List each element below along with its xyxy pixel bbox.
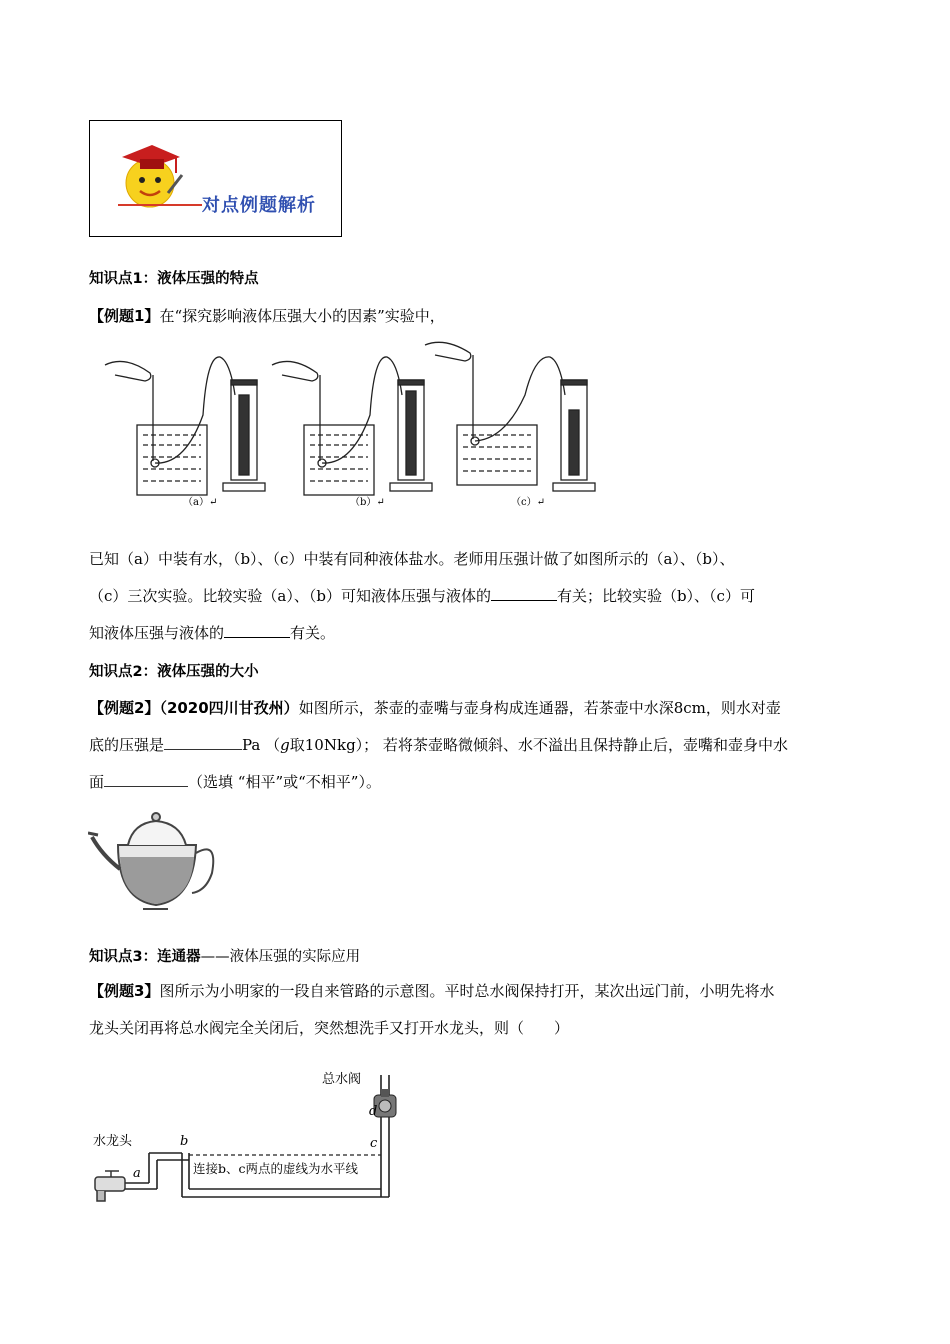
ex1-line3: 知液体压强与液体的 有关。 (89, 615, 869, 652)
ex2-line3: 面 （选填 “相平”或“不相平”）。 (89, 764, 869, 801)
ex2-source: （2020四川甘孜州） (159, 699, 299, 717)
ex1-question (89, 541, 869, 652)
teapot-figure (88, 805, 223, 915)
ex3-tag: 【例题3】 (89, 982, 160, 1000)
ex2-tag: 【例题2】 (89, 699, 160, 717)
point-b-label: b (180, 1134, 189, 1149)
ex2-line2: 底的压强是 Pa （g取10Nkg）； 若将茶壶略微倾斜、水不溢出且保持静止后，壶嘴和壶身中水 (89, 727, 869, 764)
ex2-question (89, 690, 869, 801)
water-pipe-figure (85, 1065, 405, 1210)
section-banner (89, 120, 342, 237)
experiment-c-icon (425, 342, 595, 491)
kp2-heading: 知识点2：液体压强的大小 (89, 664, 259, 680)
faucet-label: 水龙头 (93, 1134, 133, 1149)
faucet-icon (95, 1171, 125, 1201)
fig-label-b: （b）↵ (350, 497, 385, 508)
ex3-line2: 龙头关闭再将总水阀完全关闭后，突然想洗手又打开水龙头，则（ ） (89, 1019, 570, 1037)
banner-title: 对点例题解析 (202, 195, 316, 216)
ex1-line1: 已知（a）中装有水，（b）、（c）中装有同种液体盐水。老师用压强计做了如图所示的（a）、（b）、 (89, 550, 735, 568)
fig-label-a: （a）↵ (183, 497, 218, 508)
fig-label-c: （c）↵ (511, 497, 545, 508)
ex1-tag: 【例题1】 (89, 307, 160, 325)
point-c-label: c (370, 1136, 378, 1151)
answer-blank-1[interactable] (491, 584, 557, 601)
experiment-a-icon (105, 357, 265, 495)
experiment-b-icon (272, 357, 432, 495)
pressure-gauge-figure (95, 335, 605, 515)
kp1-heading: 知识点1：液体压强的特点 (89, 271, 259, 287)
ex1-intro-line (89, 298, 869, 335)
horizontal-line-note: 连接b、c两点的虚线为水平线 (193, 1161, 359, 1176)
point-a-label: a (133, 1166, 141, 1181)
ex3-line1: 【例题3】图所示为小明家的一段自来管路的示意图。平时总水阀保持打开，某次出远门前，小明先将水 (89, 982, 775, 1000)
banner-underline (118, 204, 202, 206)
ex1-line2: （c）三次实验。比较实验（a）、（b）可知液体压强与液体的 有关；比较实验（b）、（c）可 (89, 578, 869, 615)
answer-blank-3[interactable] (164, 733, 242, 750)
ex1-intro: 在“探究影响液体压强大小的因素”实验中， (159, 307, 445, 325)
kp3-heading: 知识点3：连通器——液体压强的实际应用 (89, 949, 361, 965)
ex2-line1: 【例题2】（2020四川甘孜州）如图所示，茶壶的壶嘴与壶身构成连通器，若茶壶中水深8cm，则水对壶 (89, 699, 781, 717)
graduate-emoji-icon (110, 135, 190, 215)
answer-blank-2[interactable] (224, 621, 290, 638)
answer-blank-4[interactable] (104, 770, 188, 787)
valve-label: 总水阀 (322, 1072, 362, 1087)
ex3-question (89, 973, 869, 1047)
point-d-label: d (369, 1104, 378, 1119)
